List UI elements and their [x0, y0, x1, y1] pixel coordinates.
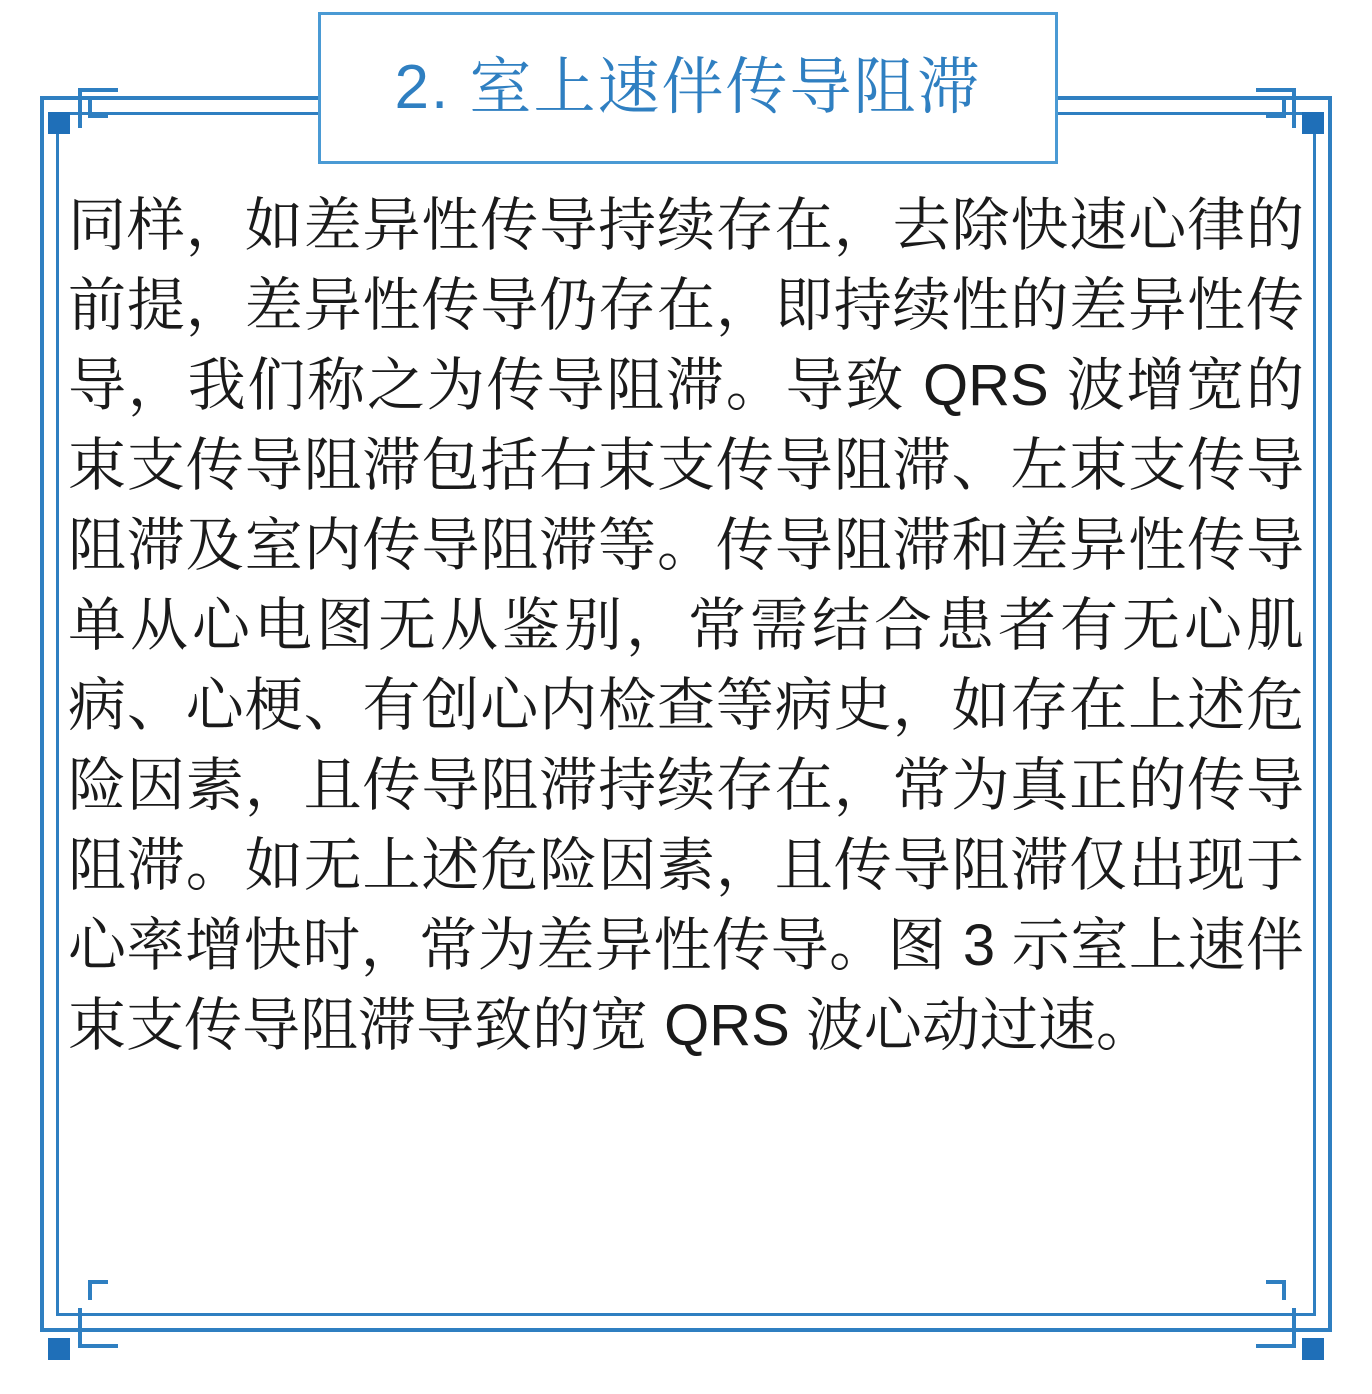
corner-square-top-left-icon — [48, 112, 70, 134]
corner-hook-bottom-left-icon — [78, 1308, 118, 1348]
corner-square-top-right-icon — [1302, 112, 1324, 134]
page-title: 2. 室上速伴传导阻滞 — [394, 53, 982, 122]
body-content — [62, 186, 1310, 1286]
section-title-banner — [318, 12, 1058, 164]
corner-square-bottom-right-icon — [1302, 1338, 1324, 1360]
corner-hook-inner-top-right-icon — [1266, 98, 1286, 118]
corner-square-bottom-left-icon — [48, 1338, 70, 1360]
corner-hook-bottom-right-icon — [1256, 1308, 1296, 1348]
corner-hook-inner-top-left-icon — [88, 98, 108, 118]
body-paragraph: 同样，如差异性传导持续存在，去除快速心律的前提，差异性传导仍存在，即持续性的差异性传导，我们称之为传导阻滞。导致 QRS 波增宽的束支传导阻滞包括右束支传导阻滞、左束支传导阻滞及室内传导阻滞等。传导阻滞和差异性传导单从心电图无从鉴别，常需结合患者有无心肌病、心梗、有创心内检查等病史，如存在上述危险因素，且传导阻滞持续存在，常为真正的传导阻滞。如无上述危险因素，且传导阻滞仅出现于心率增快时，常为差异性传导。图 3 示室上速伴束支传导阻滞导致的宽 QRS 波心动过速。 — [68, 193, 1304, 1058]
